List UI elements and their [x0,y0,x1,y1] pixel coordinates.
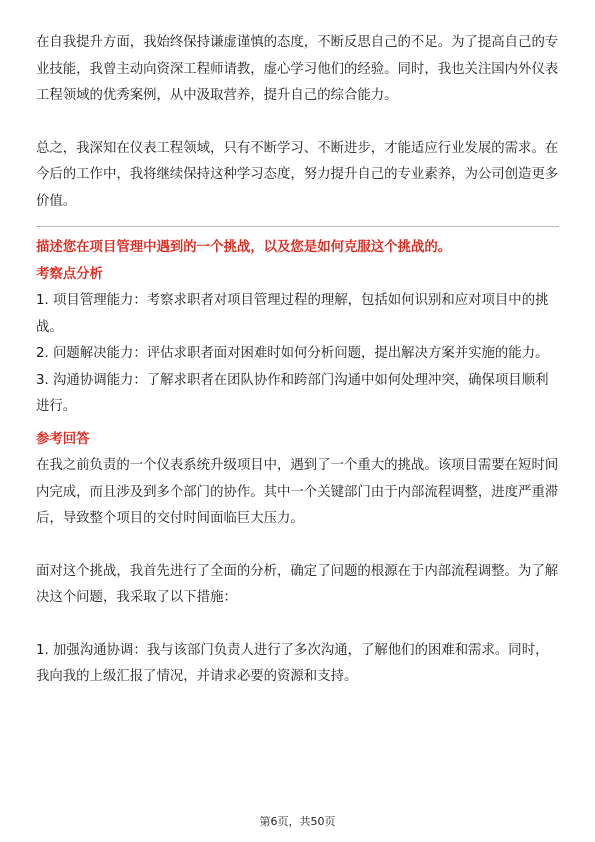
section-divider [36,226,559,227]
analysis-point-3: 3. 沟通协调能力：了解求职者在团队协作和跨部门沟通中如何处理冲突，确保项目顺利进行。 [36,372,549,414]
analysis-heading: 考察点分析 [36,266,103,282]
question-title: 描述您在项目管理中遇到的一个挑战，以及您是如何克服这个挑战的。 [36,240,452,255]
analysis-point-2: 2. 问题解决能力：评估求职者面对困难时如何分析问题，提出解决方案并实施的能力。 [36,346,549,361]
answer-paragraph-1: 在我之前负责的一个仪表系统升级项目中，遇到了一个重大的挑战。该项目需要在短时间内完成，而且涉及到多个部门的协作。其中一个关键部门由于内部流程调整，进度严重滞后，导致整个项目的交付时间面临巨大压力。 [36,458,559,526]
answer-paragraph-2: 面对这个挑战，我首先进行了全面的分析，确定了问题的根源在于内部流程调整。为了解决这个问题，我采取了以下措施： [36,563,559,605]
summary-paragraph: 总之，我深知在仪表工程领域，只有不断学习、不断进步，才能适应行业发展的需求。在今后的工作中，我将继续保持这种学习态度，努力提升自己的专业素养，为公司创造更多价值。 [36,140,559,209]
page-content [36,30,561,691]
page-number: 第6页，共50页 [259,815,336,828]
self-improvement-paragraph: 在自我提升方面，我始终保持谦虚谨慎的态度，不断反思自己的不足。为了提高自己的专业技能，我曾主动向资深工程师请教，虚心学习他们的经验。同时，我也关注国内外仪表工程领域的优秀案例，从中汲取营养，提升自己的综合能力。 [36,35,559,103]
answer-heading: 参考回答 [36,431,90,447]
answer-paragraph-3: 1. 加强沟通协调：我与该部门负责人进行了多次沟通，了解他们的困难和需求。同时，我向我的上级汇报了情况，并请求必要的资源和支持。 [36,642,549,684]
analysis-point-1: 1. 项目管理能力：考察求职者对项目管理过程的理解，包括如何识别和应对项目中的挑战。 [36,293,549,335]
